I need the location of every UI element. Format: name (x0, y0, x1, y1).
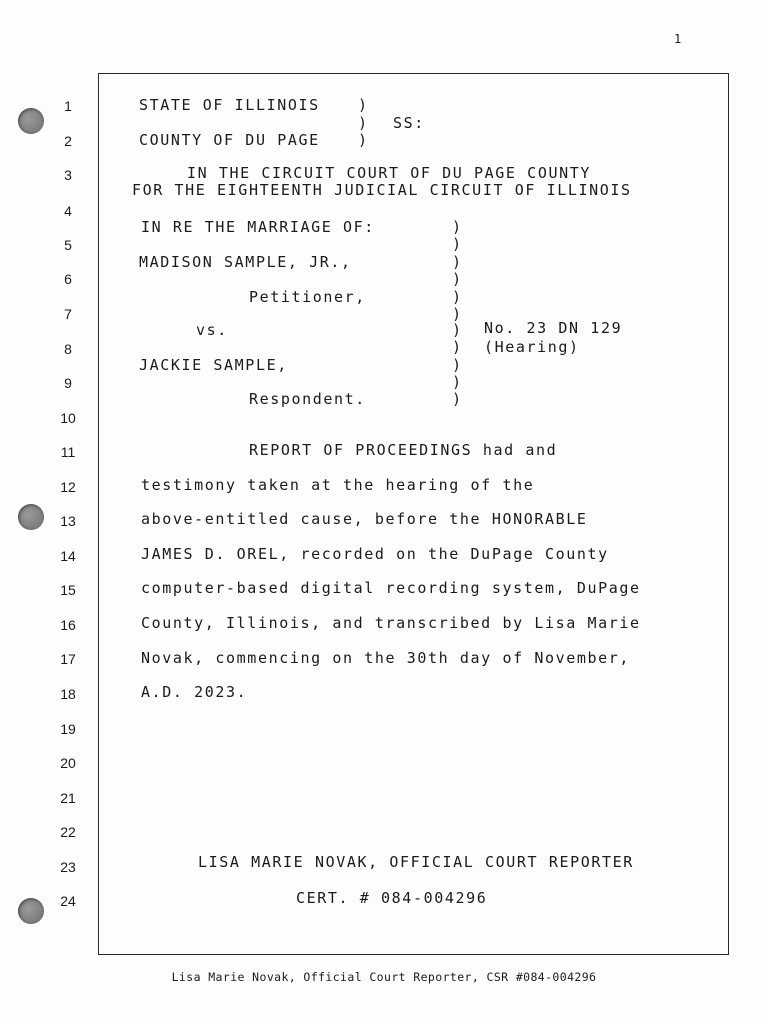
line-number: 21 (60, 790, 76, 806)
line-number: 10 (60, 410, 76, 426)
line-number: 6 (64, 271, 72, 287)
line-number: 9 (64, 375, 72, 391)
respondent-role: Respondent. (249, 390, 366, 408)
line-number: 2 (64, 133, 72, 149)
reporter-cert-line: CERT. # 084-004296 (296, 889, 488, 907)
paren: ) (452, 288, 463, 306)
line-number: 12 (60, 479, 76, 495)
line-number: 4 (64, 203, 72, 219)
paren: ) (358, 114, 369, 132)
line-number: 1 (64, 98, 72, 114)
paren: ) (452, 373, 463, 391)
paren: ) (452, 390, 463, 408)
line-number: 7 (64, 306, 72, 322)
report-line: A.D. 2023. (141, 683, 248, 701)
paren: ) (452, 253, 463, 271)
line-number: 13 (60, 513, 76, 529)
paren: ) (452, 305, 463, 323)
report-line: County, Illinois, and transcribed by Lisa Marie (141, 614, 641, 632)
page-number: 1 (674, 32, 682, 46)
paren: ) (452, 235, 463, 253)
line-number: 14 (60, 548, 76, 564)
in-re-line: IN RE THE MARRIAGE OF: (141, 218, 375, 236)
report-line: REPORT OF PROCEEDINGS had and (249, 441, 558, 459)
punch-hole (18, 898, 44, 924)
line-number: 24 (60, 893, 76, 909)
report-line: computer-based digital recording system, DuPage (141, 579, 641, 597)
line-number: 19 (60, 721, 76, 737)
line-number: 3 (64, 167, 72, 183)
vs-line: vs. (196, 321, 228, 339)
paren: ) (452, 356, 463, 374)
case-type: (Hearing) (484, 338, 580, 356)
petitioner-role: Petitioner, (249, 288, 366, 306)
line-number: 23 (60, 859, 76, 875)
line-number: 8 (64, 341, 72, 357)
paren: ) (452, 218, 463, 236)
line-number: 5 (64, 237, 72, 253)
report-line: testimony taken at the hearing of the (141, 476, 535, 494)
ss-label: SS: (393, 114, 425, 132)
punch-hole (18, 108, 44, 134)
court-line-1: IN THE CIRCUIT COURT OF DU PAGE COUNTY (187, 164, 591, 182)
line-number: 16 (60, 617, 76, 633)
page-footer: Lisa Marie Novak, Official Court Reporter, CSR #084-004296 (171, 970, 597, 984)
report-line: Novak, commencing on the 30th day of November, (141, 649, 631, 667)
line-number: 15 (60, 582, 76, 598)
report-line: above-entitled cause, before the HONORABLE (141, 510, 588, 528)
paren: ) (452, 321, 463, 339)
line-number: 18 (60, 686, 76, 702)
paren: ) (358, 131, 369, 149)
line-number: 20 (60, 755, 76, 771)
state-line: STATE OF ILLINOIS (139, 96, 320, 114)
punch-hole (18, 504, 44, 530)
paren: ) (452, 270, 463, 288)
reporter-name-line: LISA MARIE NOVAK, OFFICIAL COURT REPORTER (198, 853, 634, 871)
line-number: 11 (60, 444, 76, 460)
report-line: JAMES D. OREL, recorded on the DuPage County (141, 545, 609, 563)
case-number: No. 23 DN 129 (484, 319, 623, 337)
court-line-2: FOR THE EIGHTEENTH JUDICIAL CIRCUIT OF ILLINOIS (132, 181, 632, 199)
line-number: 22 (60, 824, 76, 840)
paren: ) (358, 96, 369, 114)
county-line: COUNTY OF DU PAGE (139, 131, 320, 149)
paren: ) (452, 338, 463, 356)
petitioner-name: MADISON SAMPLE, JR., (139, 253, 352, 271)
respondent-name: JACKIE SAMPLE, (139, 356, 288, 374)
line-number: 17 (60, 651, 76, 667)
